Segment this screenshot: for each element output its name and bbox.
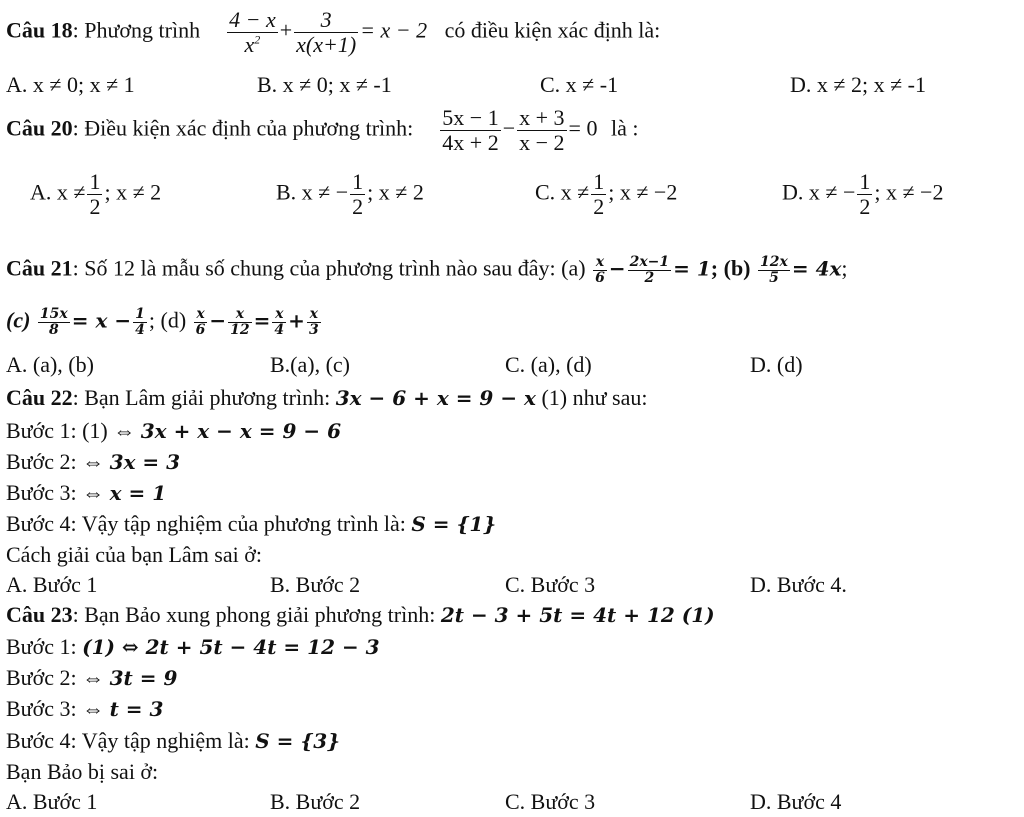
fraction: $\frac{x}{3}$ xyxy=(308,306,319,339)
question-22-stem: Câu 22: Bạn Lâm giải phương trình: 3x − 6 + x = 9 − x (1) như sau: xyxy=(6,385,648,410)
q22-step-2: Bước 2: ⇔ 3x = 3 xyxy=(6,449,181,474)
q18-option-b: B. x ≠ 0; x ≠ -1 xyxy=(257,72,392,97)
q21-option-b: B.(a), (c) xyxy=(270,352,351,377)
fraction: $\frac{1}{2}$ xyxy=(593,169,605,219)
fraction: $\frac{2x-1}{2}$ xyxy=(629,254,670,287)
fraction: $\frac{1}{2}$ xyxy=(859,169,871,219)
fraction: $\frac{12x}{5}$ xyxy=(760,254,788,287)
q18-option-d: D. x ≠ 2; x ≠ -1 xyxy=(790,72,926,97)
fraction: $\frac{x}{6}$ xyxy=(195,306,206,339)
q22-question: Cách giải của bạn Lâm sai ở: xyxy=(6,542,262,567)
q20-option-a: A. x ≠ $\frac{1}{2}$ ; x ≠ 2 xyxy=(30,169,162,219)
q22-option-d: D. Bước 4. xyxy=(750,572,847,597)
q23-step-1: Bước 1: (1) ⇔ 2t + 5t − 4t = 12 − 3 xyxy=(6,634,380,659)
question-18-label: Câu 18 xyxy=(6,17,73,43)
q21-option-c: C. (a), (d) xyxy=(505,352,592,377)
q22-step-4: Bước 4: Vậy tập nghiệm của phương trình là: S = {1} xyxy=(6,511,497,536)
fraction: $\frac{x + 3}{x - 2}$ xyxy=(519,105,565,155)
q23-step-2: Bước 2: ⇔ 3t = 9 xyxy=(6,665,178,690)
question-20-stem: Câu 20: Điều kiện xác định của phương trình: $\frac{5x - 1}{4x + 2}$ − $\frac{x + 3}{x - 2}$ = 0 là : xyxy=(6,105,639,155)
fraction: $\frac{x}{6}$ xyxy=(595,254,605,287)
question-22-label: Câu 22 xyxy=(6,385,73,410)
q18-option-c: C. x ≠ -1 xyxy=(540,72,619,97)
question-23-label: Câu 23 xyxy=(6,602,73,627)
fraction: $\frac{x}{12}$ xyxy=(230,306,250,339)
q23-question: Bạn Bảo bị sai ở: xyxy=(6,759,159,784)
q21-option-d: D. (d) xyxy=(750,352,803,377)
q18-option-a: A. x ≠ 0; x ≠ 1 xyxy=(6,72,135,97)
q23-step-3: Bước 3: ⇔ t = 3 xyxy=(6,696,164,721)
q22-option-b: B. Bước 2 xyxy=(270,572,361,597)
fraction: $\frac{1}{2}$ xyxy=(352,169,364,219)
q22-step-1: Bước 1: (1) ⇔ 3x + x − x = 9 − 6 xyxy=(6,418,342,443)
question-18-stem: Câu 18: Phương trình $\frac{4 - x}{x^2}$ + $\frac{3}{x(x+1)}$ = x − 2 có điều kiện xác định là: xyxy=(6,7,661,57)
question-23-stem: Câu 23: Bạn Bảo xung phong giải phương trình: 2t − 3 + 5t = 4t + 12 (1) xyxy=(6,602,715,627)
q22-step-3: Bước 3: ⇔ x = 1 xyxy=(6,480,167,505)
fraction: $\frac{1}{2}$ xyxy=(89,169,101,219)
question-21-stem: Câu 21: Số 12 là mẫu số chung của phương trình nào sau đây: (a) $\frac{x}{6}$ − $\frac{2x-1}{2}$ = 1; (b) $\frac{12x}{5}$ = 4x; xyxy=(6,254,848,287)
q22-option-a: A. Bước 1 xyxy=(6,572,98,597)
q21-option-a: A. (a), (b) xyxy=(6,352,94,377)
question-21-stem-cont: (c) $\frac{15x}{8}$ = x − $\frac{1}{4}$ ; (d) $\frac{x}{6}$ − $\frac{x}{12}$ = $\frac{x}{4}$ + $\frac{x}{3}$ xyxy=(6,306,319,339)
q23-option-d: D. Bước 4 xyxy=(750,789,842,814)
fraction: $\frac{1}{4}$ xyxy=(135,306,145,339)
question-21-label: Câu 21 xyxy=(6,255,73,281)
q22-option-c: C. Bước 3 xyxy=(505,572,596,597)
fraction: $\frac{4 - x}{x^2}$ xyxy=(229,7,276,57)
q23-step-4: Bước 4: Vậy tập nghiệm là: S = {3} xyxy=(6,728,340,753)
fraction: $\frac{15x}{8}$ xyxy=(39,306,68,339)
q23-option-c: C. Bước 3 xyxy=(505,789,596,814)
q20-option-d: D. x ≠ − $\frac{1}{2}$ ; x ≠ −2 xyxy=(782,169,944,219)
q23-option-a: A. Bước 1 xyxy=(6,789,98,814)
q20-option-b: B. x ≠ − $\frac{1}{2}$ ; x ≠ 2 xyxy=(276,169,424,219)
fraction: $\frac{3}{x(x+1)}$ xyxy=(296,7,357,57)
question-20-label: Câu 20 xyxy=(6,115,73,141)
q20-option-c: C. x ≠ $\frac{1}{2}$ ; x ≠ −2 xyxy=(535,169,678,219)
fraction: $\frac{5x - 1}{4x + 2}$ xyxy=(442,105,499,155)
q23-option-b: B. Bước 2 xyxy=(270,789,361,814)
fraction: $\frac{x}{4}$ xyxy=(274,306,285,339)
